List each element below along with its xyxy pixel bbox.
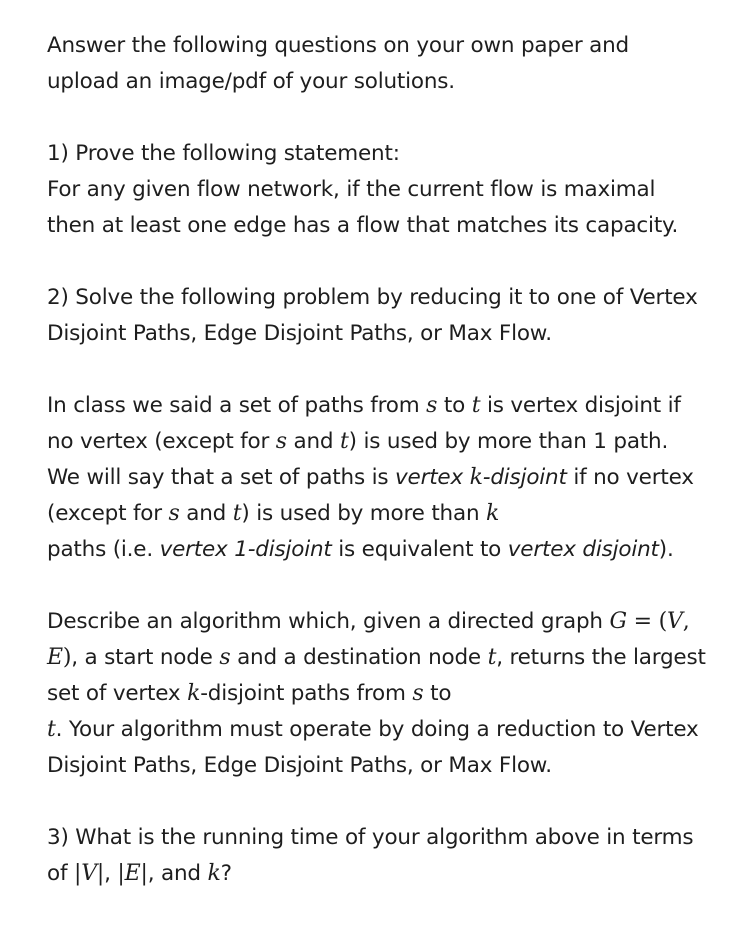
text-run: , and — [147, 861, 208, 886]
math-bar: | — [117, 861, 125, 886]
math-bar: | — [96, 861, 105, 886]
math-s: s — [275, 429, 287, 454]
question-1-statement: For any given flow network, if the current flow is maximal then at least one edge has a flow that matches its capacity. — [47, 177, 679, 238]
math-k: k — [207, 861, 221, 886]
text-run: and — [179, 501, 233, 526]
text-run: and a destination node — [230, 645, 488, 670]
math-s: s — [219, 645, 231, 670]
math-t: t — [487, 645, 497, 670]
text-run: ). — [658, 537, 674, 562]
math-s: s — [412, 681, 424, 706]
math-t: t — [232, 501, 242, 526]
text-run: ? — [220, 861, 232, 886]
text-run: vertex — [395, 465, 470, 490]
intro-line-1: Answer the following questions on your own paper and — [47, 33, 629, 58]
intro-line-2: upload an image/pdf of your solutions. — [47, 69, 455, 94]
math-k: k — [486, 501, 500, 526]
text-run: and — [286, 429, 341, 454]
text-run: ) is used by more than 1 path. We will say that a set of paths is — [47, 429, 669, 490]
document-body — [47, 28, 707, 892]
math-V: V — [81, 861, 97, 886]
question-2-definition — [47, 388, 707, 568]
text-run: ) is used by more than — [241, 501, 487, 526]
math-bar: | — [140, 861, 148, 886]
math-t: t — [340, 429, 349, 454]
math-paren: ) — [62, 645, 72, 670]
text-run: -disjoint — [482, 465, 567, 490]
text-run: is vertex disjoint if no vertex (except for — [47, 393, 681, 454]
text-run: paths (i.e. — [47, 537, 160, 562]
emphasis-vertex-1-disjoint: vertex 1-disjoint — [159, 537, 332, 562]
text-run: to — [423, 681, 452, 706]
text-run: if no vertex (except for — [47, 465, 694, 526]
text-run: , returns the largest set of vertex — [47, 645, 706, 706]
question-3 — [47, 820, 707, 892]
math-V: V — [667, 609, 683, 634]
emphasis-vertex-k-disjoint — [395, 465, 567, 490]
math-E: E — [124, 861, 141, 886]
math-comma: , — [682, 609, 690, 634]
question-1-heading: 1) Prove the following statement: — [47, 141, 400, 166]
text-run: , a start node — [71, 645, 220, 670]
emphasis-vertex-disjoint: vertex disjoint — [507, 537, 659, 562]
math-G: G — [609, 609, 627, 634]
text-run: . Your algorithm must operate by doing a reduction to Vertex Disjoint Paths, Edge Disjoint Paths, or Max Flow. — [47, 717, 699, 778]
text-run: In class we said a set of paths from — [47, 393, 427, 418]
text-run: -disjoint paths from — [200, 681, 413, 706]
text-run: , — [104, 861, 118, 886]
math-E: E — [47, 645, 63, 670]
question-2-task — [47, 604, 707, 784]
question-2-heading: 2) Solve the following problem by reducing it to one of Vertex Disjoint Paths, Edge Disjoint Paths, or Max Flow. — [47, 285, 698, 346]
math-bar: | — [73, 861, 82, 886]
text-run: is equivalent to — [331, 537, 508, 562]
math-s: s — [426, 393, 438, 418]
math-s: s — [168, 501, 180, 526]
text-run: 3) What is the running time of your algorithm above in terms of — [47, 825, 694, 886]
intro-paragraph — [47, 28, 707, 100]
math-t: t — [47, 717, 56, 742]
math-k: k — [187, 681, 201, 706]
math-k: k — [469, 465, 483, 490]
text-run: Describe an algorithm which, given a directed graph — [47, 609, 610, 634]
math-t: t — [471, 393, 481, 418]
text-run: to — [437, 393, 472, 418]
question-1 — [47, 136, 707, 244]
math-equals: = ( — [626, 609, 668, 634]
